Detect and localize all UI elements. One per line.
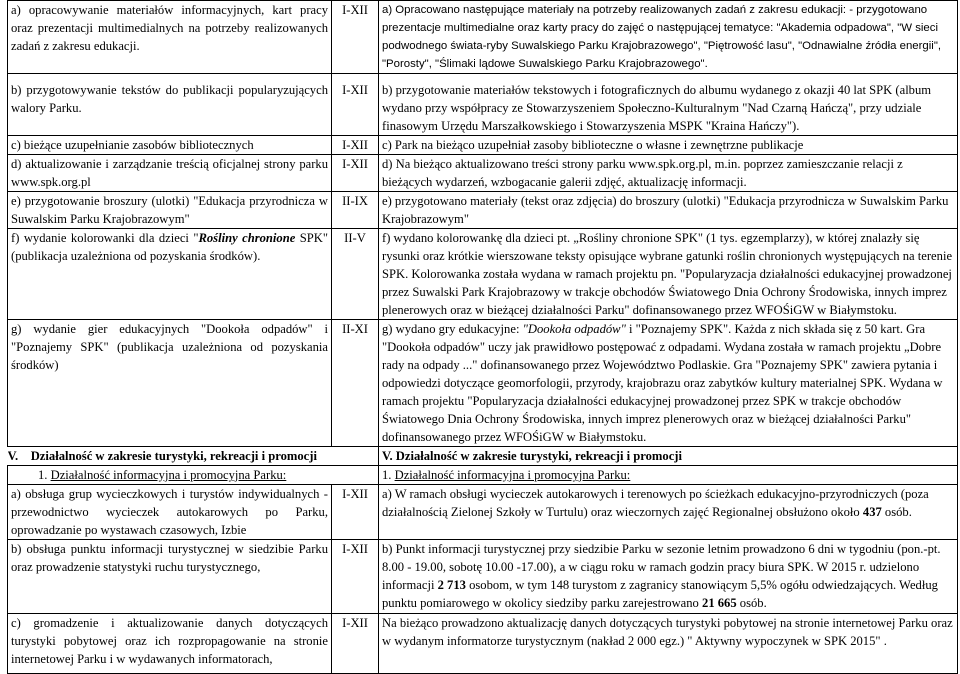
result-cell: b) przygotowanie materiałów tekstowych i fotograficznych do albumu wydanego z okazji 40 lat SPK (album wydano przy współpracy ze Stowarzyszeniem Społeczno-Kulturalnym "Nad Czarną Hańczą", przy udziale finasowym Urzędu Marszałkowskiego i Stowarzyszenia MSPK "Kraina Hańczy"). — [379, 74, 958, 136]
result-cell: a) Opracowano następujące materiały na potrzeby realizowanych zadań z zakresu edukacji: - przygotowano prezentacje multimedialne oraz karty pracy do zajęć o następującej tematyce: "Akademia odpadowa", "W sieci podwodnego świata-ryby Suwalskiego Parku Krajobrazowego", "Piętrowość lasu", "Odnawialne źródła energii", "Porosty", "Ślimaki lądowe Suwalskiego Parku Krajobrazowego". — [379, 1, 958, 74]
result-cell: e) przygotowano materiały (tekst oraz zdjęcia) do broszury (ulotki) "Edukacja przyrodnicza w Suwalskim Parku Krajobrazowym" — [379, 192, 958, 229]
period-cell: I-XII — [332, 74, 379, 136]
count-value: 437 — [862, 505, 882, 519]
subsection-heading: 1. Działalność informacyjna i promocyjna Parku: — [379, 466, 958, 485]
task-emphasis: Rośliny chronione — [198, 231, 296, 245]
period-cell: I-XII — [332, 540, 379, 614]
task-cell: a) opracowywanie materiałów informacyjnych, kart pracy oraz prezentacji multimedialnych na potrzeby realizowanych zadań z zakresu edukacji. — [8, 1, 332, 74]
result-cell: c) Park na bieżąco uzupełniał zasoby biblioteczne o własne i zewnętrzne publikacje — [379, 136, 958, 155]
period-cell: I-XII — [332, 614, 379, 674]
table-row — [8, 155, 958, 192]
result-cell: Na bieżąco prowadzono aktualizację danych dotyczących turystyki pobytowej na stronie internetowej Parku oraz w wydanym informatorze turystycznym (nakład 2 000 egz.) " Aktywny wypoczynek w SPK 2015" . — [379, 614, 958, 674]
result-emphasis: "Dookoła odpadów" — [522, 322, 626, 336]
period-cell: II-XI — [332, 320, 379, 447]
period-cell: I-XII — [332, 485, 379, 540]
table-row — [8, 136, 958, 155]
result-cell — [379, 320, 958, 447]
table-row — [8, 1, 958, 74]
table-row — [8, 320, 958, 447]
subsection-row — [8, 466, 958, 485]
table-row — [8, 485, 958, 540]
table-row — [8, 614, 958, 674]
report-table — [7, 0, 958, 674]
result-cell: a) W ramach obsługi wycieczek autokarowych i terenowych po ścieżkach edukacyjno-przyrodniczych (poza działalnością Zielonej Szkoły w Turtulu) oraz wieczornych zajęć Regionalnej obsłużono około 437 osób. — [379, 485, 958, 540]
count-value: 21 665 — [702, 596, 737, 610]
task-text: SPK" (publikacja uzależniona od pozyskania środków). — [11, 231, 328, 263]
period-cell: I-XII — [332, 136, 379, 155]
result-cell: d) Na bieżąco aktualizowano treści strony parku www.spk.org.pl, m.in. poprzez zamieszczanie relacji z bieżących wydarzeń, wzbogacanie galerii zdjęć, aktualizację informacji. — [379, 155, 958, 192]
task-cell: b) przygotowywanie tekstów do publikacji popularyzujących walory Parku. — [8, 74, 332, 136]
result-text: g) wydano gry edukacyjne: — [382, 322, 523, 336]
result-text: i "Poznajemy SPK". Każda z nich składa się z 50 kart. Gra "Dookoła odpadów" uczy jak prawidłowo postępować z odpadami. Wydana została w ramach projektu „Dobre rady na odpady ..." dofinansowanego przez Województwo Podlaskie. Gra "Poznajemy SPK" zawiera pytania i odpowiedzi dotyczące geomorfologii, przyrody, krajobrazu oraz zabytków kultury materialnej SPK. Wydana w ramach projektu "Popularyzacja działalności edukacyjnej prowadzonej przez SPK w trakcje obchodów Światowego Dnia Ochrony Środowiska, innych imprez plenerowych oraz w bieżącej działalności Parku" dofinansowanego przez WFOŚiGW w Białymstoku. — [382, 322, 943, 444]
period-cell: II-V — [332, 229, 379, 320]
task-cell: e) przygotowanie broszury (ulotki) "Edukacja przyrodnicza w Suwalskim Parku Krajobrazowym" — [8, 192, 332, 229]
count-value: 2 713 — [437, 578, 466, 592]
subsection-heading: 1. Działalność informacyjna i promocyjna Parku: — [8, 466, 379, 485]
result-cell: f) wydano kolorowankę dla dzieci pt. „Rośliny chronione SPK" (1 tys. egzemplarzy), w której znalazły się rysunki oraz krótkie wierszowane teksty opisujące wybrane gatunki roślin chronionych występujących na terenie SPK. Kolorowanka została wydana w ramach projektu pn. "Popularyzacja działalności edukacyjnej prowadzonej przez Suwalski Park Krajobrazowy w trakcje obchodów Światowego Dnia Ochrony Środowiska, innych imprez plenerowych oraz w bieżącej działalności Parku" dofinansowanego przez WFOŚiGW w Białymstoku. — [379, 229, 958, 320]
period-cell: I-XII — [332, 1, 379, 74]
table-row — [8, 74, 958, 136]
section-row — [8, 447, 958, 466]
task-cell: a) obsługa grup wycieczkowych i turystów indywidualnych - przewodnictwo wycieczek autokarowych po Parku, oprowadzanie po wystawach czasowych, Izbie — [8, 485, 332, 540]
period-cell: II-IX — [332, 192, 379, 229]
table-row — [8, 192, 958, 229]
task-cell: b) obsługa punktu informacji turystycznej w siedzibie Parku oraz prowadzenie statystyki ruchu turystycznego, — [8, 540, 332, 614]
table-row — [8, 540, 958, 614]
section-heading: V. Działalność w zakresie turystyki, rekreacji i promocji — [379, 447, 958, 466]
task-cell: g) wydanie gier edukacyjnych "Dookoła odpadów" i "Poznajemy SPK" (publikacja uzależniona od pozyskania środków) — [8, 320, 332, 447]
table-row — [8, 229, 958, 320]
task-text: f) wydanie kolorowanki dla dzieci " — [11, 231, 199, 245]
task-cell: c) bieżące uzupełnianie zasobów bibliotecznych — [8, 136, 332, 155]
result-cell: b) Punkt informacji turystycznej przy siedzibie Parku w sezonie letnim prowadzono 6 dni w tygodniu (pon.-pt. 8.00 - 19.00, sobotę 10.00 -17.00), a w ciągu roku w ramach godzin pracy biura SPK. W 2015 r. udzielono informacji 2 713 osobom, w tym 148 turystom z zagranicy stanowiącym 5,5% ogółu odwiedzających. Według punktu pomiarowego w okolicy siedziby parku zarejestrowano 21 665 osób. — [379, 540, 958, 614]
period-cell: I-XII — [332, 155, 379, 192]
section-heading: V. Działalność w zakresie turystyki, rekreacji i promocji — [8, 447, 379, 466]
task-cell: d) aktualizowanie i zarządzanie treścią oficjalnej strony parku www.spk.org.pl — [8, 155, 332, 192]
task-cell — [8, 229, 332, 320]
task-cell: c) gromadzenie i aktualizowanie danych dotyczących turystyki pobytowej oraz ich rozpropagowanie na stronie internetowej Parku i w wydawanych informatorach, — [8, 614, 332, 674]
